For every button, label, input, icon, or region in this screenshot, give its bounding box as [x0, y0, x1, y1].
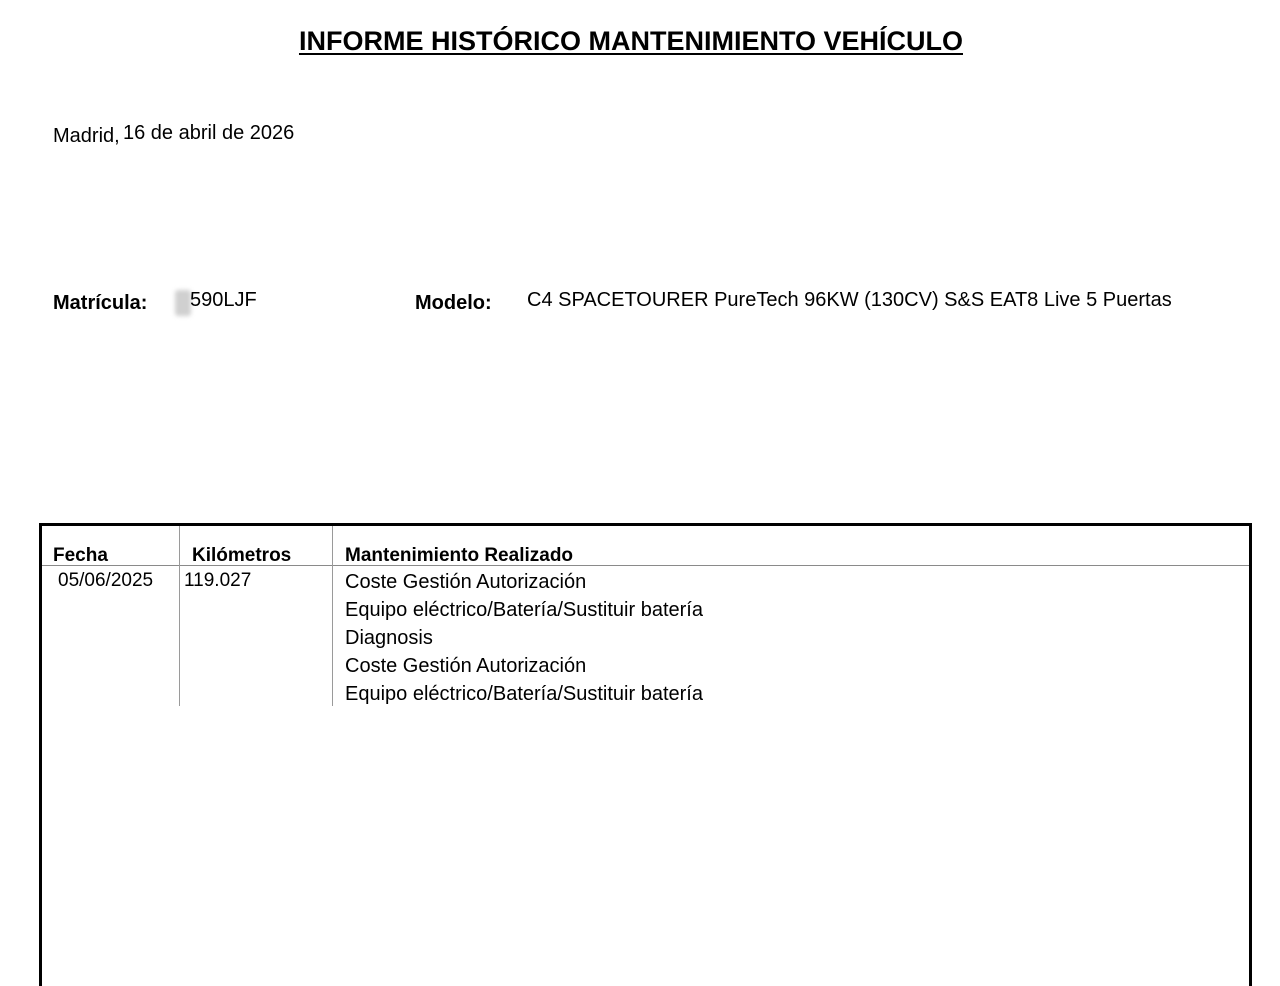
row-date: 05/06/2025	[58, 570, 154, 591]
model-value: C4 SPACETOURER PureTech 96KW (130CV) S&S EAT8 Live 5 Puertas	[527, 289, 1172, 311]
row-km: 119.027	[184, 570, 252, 591]
report-title-text: INFORME HISTÓRICO MANTENIMIENTO VEHÍCULO	[298, 26, 963, 56]
maintenance-item: Diagnosis	[345, 627, 433, 649]
maintenance-item: Coste Gestión Autorización	[345, 655, 587, 677]
plate-label: Matrícula:	[53, 292, 148, 314]
column-header-km: Kilómetros	[192, 545, 292, 566]
report-place: Madrid,	[53, 125, 120, 147]
model-label: Modelo:	[415, 292, 492, 314]
column-header-date: Fecha	[53, 545, 108, 566]
maintenance-item: Equipo eléctrico/Batería/Sustituir batería	[345, 599, 703, 621]
plate-redaction	[175, 290, 191, 316]
maintenance-item: Coste Gestión Autorización	[345, 571, 587, 593]
maintenance-items	[345, 568, 703, 708]
report-date: 16 de abril de 2026	[123, 122, 295, 144]
column-divider-1	[179, 526, 180, 706]
column-header-maintenance: Mantenimiento Realizado	[345, 545, 574, 566]
plate-value: 590LJF	[190, 289, 257, 311]
maintenance-table	[39, 523, 1252, 986]
column-divider-2	[332, 526, 333, 706]
report-title	[0, 26, 1262, 57]
maintenance-item: Equipo eléctrico/Batería/Sustituir batería	[345, 683, 703, 705]
